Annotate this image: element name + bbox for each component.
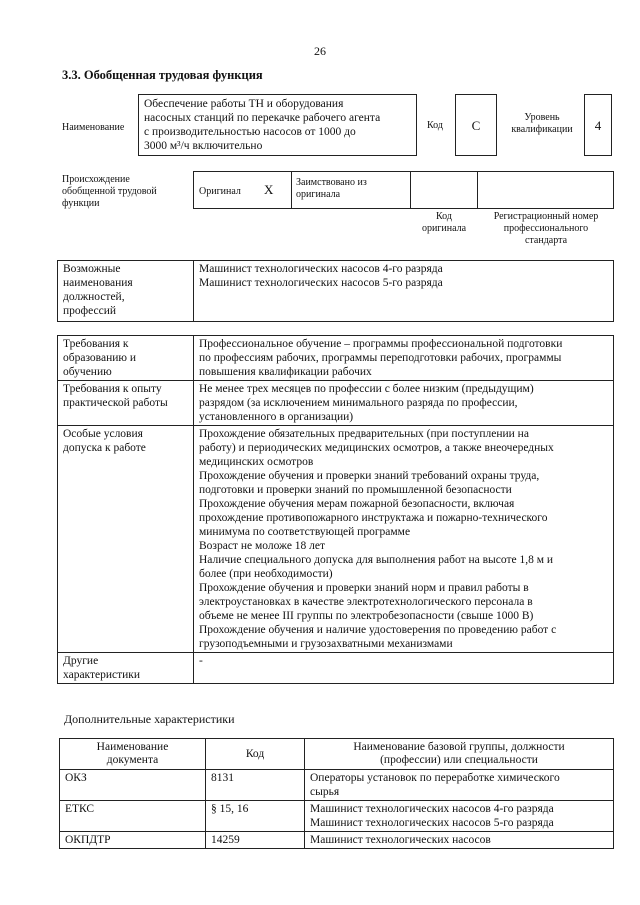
reg-number-caption [478,211,614,247]
requirement-label-line: образованию и [63,352,136,364]
table-row [60,770,614,801]
requirement-label [58,336,194,381]
requirement-line: более (при необходимости) [199,568,333,580]
header-group-line: (профессии) или специальности [380,754,538,766]
reg-number-line: стандарта [524,235,568,246]
positions-label-line: должностей, [63,291,125,303]
table-row [60,801,614,832]
code-box: С [455,94,497,156]
header-code: Код [206,739,305,770]
row-code: § 15, 16 [206,801,305,832]
requirement-line: медицинских осмотров [199,456,314,468]
requirement-value [194,426,614,653]
requirement-label-line: Требования к [63,338,129,350]
requirement-line: повышения квалификации рабочих [199,366,372,378]
origin-borrowed-cell [291,171,411,209]
row-names [305,770,614,801]
code-original-cell [410,171,478,209]
requirement-line: установленного в организации) [199,411,354,423]
row-names [305,832,614,849]
section-title: 3.3. Обобщенная трудовая функция [62,68,263,82]
row-code: 14259 [206,832,305,849]
requirement-label-line: Особые условия [63,428,143,440]
name-label: Наименование [62,122,125,133]
position-item: Машинист технологических насосов 4-го разряда [199,263,443,275]
requirement-value [194,653,614,684]
requirement-row [58,381,614,426]
row-code: 8131 [206,770,305,801]
additional-title: Дополнительные характеристики [64,712,235,726]
row-name-line: сырья [310,786,340,798]
code-original-line: оригинала [421,223,467,234]
reg-number-cell [477,171,614,209]
requirement-line: объеме не менее III группы по электробезопасности (свыше 1000 В) [199,610,534,622]
level-label-line: квалификации [511,124,573,135]
origin-label-line: обобщенной трудовой [62,186,157,197]
function-name-line: 3000 м³/ч включительно [144,140,263,152]
requirement-line: Наличие специального допуска для выполнения работ на высоте 1,8 м и [199,554,554,566]
header-group-line: Наименование базовой группы, должности [353,741,565,753]
row-name-line: Машинист технологических насосов 4-го разряда [310,803,554,815]
requirement-value [194,381,614,426]
requirement-row [58,426,614,653]
positions-values [194,261,614,322]
function-name-box [138,94,417,156]
row-doc: ОКЗ [60,770,206,801]
requirement-label-line: допуска к работе [63,442,146,454]
reg-number-line: профессионального [503,223,589,234]
row-doc: ЕТКС [60,801,206,832]
requirement-line: Прохождение обучения и наличие удостоверения по проведению работ с [199,624,557,636]
requirement-line: Прохождение обучения и проверки знаний требований охраны труда, [199,470,540,482]
additional-header-row [60,739,614,770]
requirement-line: подготовки и проверки знаний по промышленной безопасности [199,484,512,496]
requirement-line: Прохождение обучения и проверки знаний норм и правил работы в [199,582,529,594]
page-number: 26 [314,44,326,58]
row-doc: ОКПДТР [60,832,206,849]
original-mark: Х [264,182,274,197]
positions-label [58,261,194,322]
requirement-label [58,381,194,426]
header-doc [60,739,206,770]
requirement-label-line: характеристики [63,669,141,681]
requirement-value [194,336,614,381]
positions-label-line: Возможные [63,263,121,275]
level-label [503,112,581,136]
requirement-label-line: обучению [63,366,112,378]
header-doc-line: документа [106,754,159,766]
position-item: Машинист технологических насосов 5-го разряда [199,277,443,289]
requirement-line: прохождение противопожарного инструктажа и пожарно-технического [199,512,548,524]
requirement-line: Не менее трех месяцев по профессии с более низким (предыдущим) [199,383,534,395]
requirement-line: Прохождение обучения мерам пожарной безопасности, включая [199,498,515,510]
header-group [305,739,614,770]
row-names [305,801,614,832]
requirement-label [58,426,194,653]
original-label: Оригинал [199,186,241,197]
row-name-line: Машинист технологических насосов 5-го разряда [310,817,554,829]
header-doc-line: Наименование [96,741,169,753]
requirement-line: по профессиям рабочих, программы переподготовки рабочих, программы [199,352,562,364]
origin-label [62,174,157,210]
origin-original-cell [193,171,292,209]
requirement-label-line: Другие [63,655,99,667]
function-name-line: Обеспечение работы ТН и оборудования [144,98,344,110]
positions-table [57,260,614,322]
requirement-label-line: Требования к опыту [63,383,162,395]
borrowed-label-line: Заимствовано из [296,177,367,188]
positions-label-line: профессий [63,305,117,317]
requirement-line: Профессиональное обучение – программы профессиональной подготовки [199,338,563,350]
code-label: Код [427,120,443,131]
requirement-line: минимума по соответствующей программе [199,526,411,538]
origin-label-line: Происхождение [62,174,130,185]
code-original-caption [410,211,478,235]
requirement-label [58,653,194,684]
origin-label-line: функции [62,198,100,209]
requirement-row [58,653,614,684]
requirement-line: Возраст не моложе 18 лет [199,540,326,552]
requirement-line: разрядом (за исключением минимального разряда по профессии, [199,397,518,409]
function-name-line: с производительностью насосов от 1000 до [144,126,356,138]
requirement-row [58,336,614,381]
borrowed-label-line: оригинала [296,189,341,200]
requirement-label-line: практической работы [63,397,168,409]
requirements-table [57,335,614,684]
positions-label-line: наименования [63,277,133,289]
requirement-line: - [199,655,203,667]
row-name-line: Машинист технологических насосов [310,834,491,846]
requirement-line: работу) и периодических медицинских осмотров, а также внеочередных [199,442,554,454]
function-name-line: насосных станций по перекачке рабочего агента [144,112,381,124]
row-name-line: Операторы установок по переработке химического [310,772,560,784]
requirement-line: грузоподъемными и грузозахватными механизмами [199,638,453,650]
level-label-line: Уровень [524,112,560,123]
code-original-line: Код [436,211,452,222]
additional-table [59,738,614,849]
positions-row [58,261,614,322]
level-box: 4 [584,94,612,156]
requirement-line: Прохождение обязательных предварительных (при поступлении на [199,428,529,440]
table-row [60,832,614,849]
requirement-line: электроустановках в качестве электротехнологического персонала в [199,596,533,608]
reg-number-line: Регистрационный номер [493,211,599,222]
